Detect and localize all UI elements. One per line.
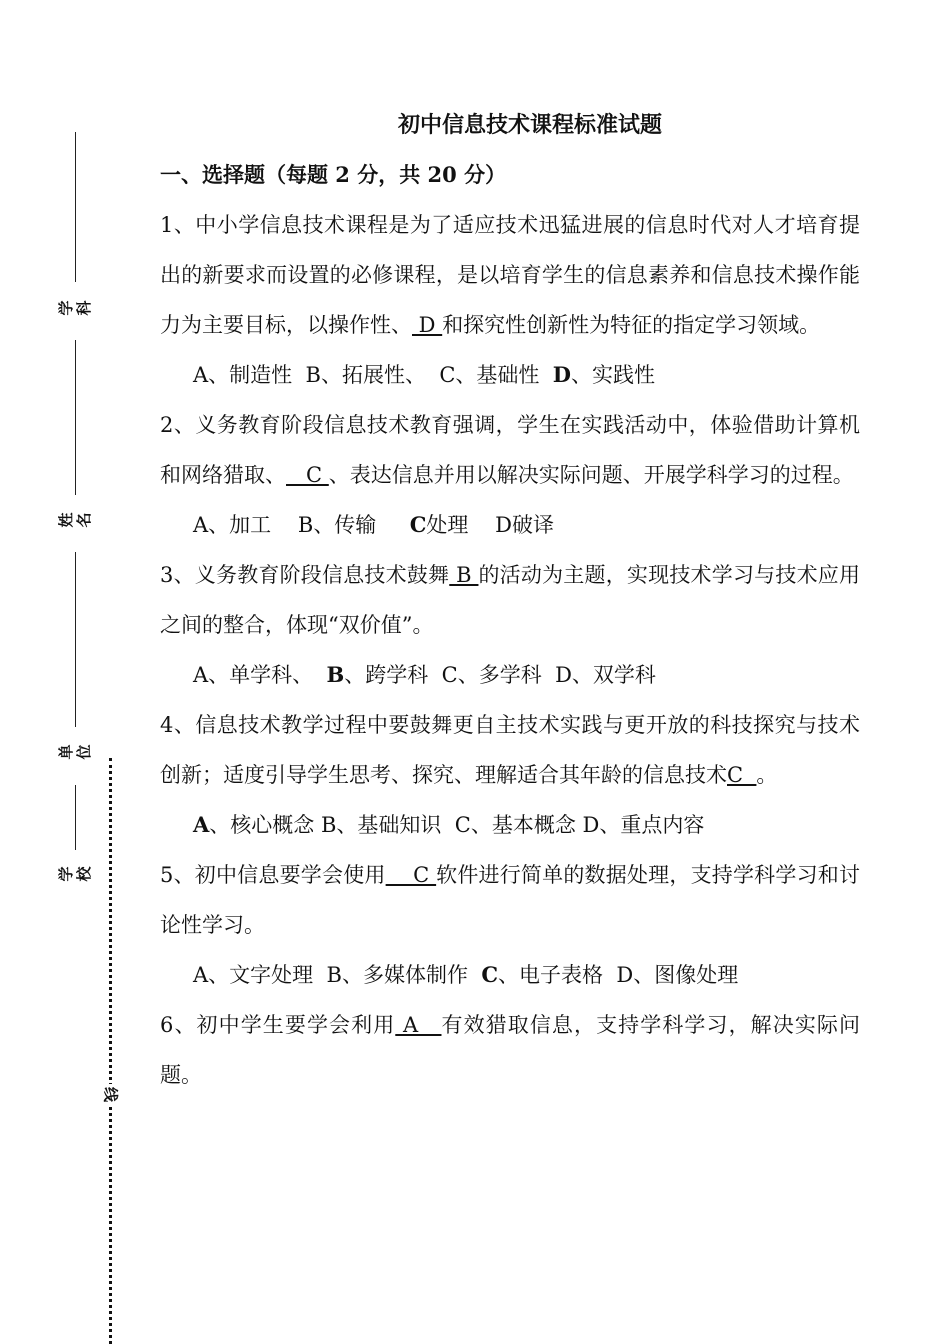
option-B	[327, 663, 442, 687]
page-title: 初中信息技术课程标准试题	[397, 112, 662, 138]
option-B	[306, 363, 440, 387]
binding-label-unit: 单 位	[62, 734, 88, 778]
question-text-tail: 和探究性创新性为特征的指定学习领域。	[442, 313, 821, 337]
answer-blank: A	[395, 1013, 442, 1037]
question-2	[160, 400, 860, 500]
option-letter: B	[320, 813, 337, 837]
cut-label: 线	[102, 1084, 120, 1105]
question-text-tail: 。	[756, 763, 778, 787]
option-A	[193, 513, 298, 537]
option-C	[442, 663, 555, 687]
option-text: 、双学科	[571, 663, 656, 687]
option-text: 、重点内容	[599, 813, 705, 837]
question-text: 1、中小学信息技术课程是为了适应技术迅猛进展的信息时代对人才培育提出的新要求而设置的必修课程，是以培育学生的信息素养和信息技术操作能力为主要目标，以操作性、	[160, 213, 860, 337]
question-3	[160, 550, 860, 650]
cut-dotted-line	[109, 758, 112, 1344]
option-text: 破译	[511, 513, 554, 537]
options-row	[160, 350, 860, 400]
option-D	[555, 663, 656, 687]
option-C	[439, 363, 552, 387]
option-A	[193, 363, 306, 387]
option-letter: C	[439, 363, 456, 387]
option-text: 、跨学科	[344, 663, 442, 687]
question-text-tail: 、表达信息并用以解决实际问题、开展学科学习的过程。	[328, 463, 854, 487]
question-text: 3、义务教育阶段信息技术鼓舞	[160, 563, 450, 587]
option-text: 、传输	[313, 513, 410, 537]
option-C	[410, 513, 495, 537]
option-D	[495, 513, 554, 537]
option-text: 、多媒体制作	[341, 963, 482, 987]
option-text: 处理	[426, 513, 496, 537]
option-C	[455, 813, 583, 837]
option-D	[553, 363, 655, 387]
option-text: 、电子表格	[498, 963, 617, 987]
question-text: 6、初中学生要学会利用	[160, 1013, 396, 1037]
option-D	[583, 813, 705, 837]
question-5	[160, 850, 860, 950]
section-heading: 一、选择题（每题 2 分，共 20 分）	[160, 162, 507, 187]
options-row	[160, 800, 860, 850]
question-text: 4、信息技术教学过程中要鼓舞更自主技术实践与更开放的科技探究与技术创新；适度引导学生思考、探究、理解适合其年龄的信息技术	[160, 713, 860, 787]
answer-blank: B	[449, 563, 479, 587]
option-text: 、制造性	[208, 363, 306, 387]
binding-label-school: 学校	[62, 856, 88, 900]
option-letter: C	[481, 962, 499, 987]
options-row	[160, 950, 860, 1000]
option-letter: B	[305, 363, 321, 387]
question-text: 5、初中信息要学会使用	[160, 863, 386, 887]
option-letter: A	[193, 513, 209, 537]
question-text-tail: 的活动为主题，实现技术学习与技术应用之间的整合，体现“双价值”。	[160, 563, 860, 637]
exam-content	[160, 100, 860, 1100]
question-1	[160, 200, 860, 350]
question-4	[160, 700, 860, 800]
question-6	[160, 1000, 860, 1100]
option-A	[193, 663, 327, 687]
option-letter: A	[193, 363, 209, 387]
options-row	[160, 650, 860, 700]
option-B	[327, 963, 482, 987]
option-letter: D	[552, 362, 571, 387]
option-C	[481, 963, 616, 987]
binding-line-upper	[75, 132, 76, 282]
option-letter: D	[616, 963, 634, 987]
option-B	[321, 813, 455, 837]
binding-line-2	[75, 340, 76, 495]
question-text-tail: 软件进行简单的数据处理，支持学科学习和讨论性学习。	[160, 863, 861, 937]
binding-label-name: 姓 名	[62, 502, 88, 546]
option-letter: C	[454, 813, 471, 837]
option-letter: B	[297, 513, 314, 537]
option-text: 、实践性	[570, 363, 655, 387]
option-text: 、基本概念	[470, 813, 583, 837]
option-letter: A	[193, 963, 209, 987]
option-letter: B	[326, 662, 345, 687]
question-list	[160, 200, 860, 1100]
option-letter: D	[555, 663, 572, 687]
option-A	[193, 963, 327, 987]
answer-blank: C	[286, 463, 329, 487]
option-letter: A	[193, 812, 210, 837]
option-text: 、多学科	[457, 663, 556, 687]
option-B	[298, 513, 410, 537]
option-text: 、基础知识	[336, 813, 455, 837]
question-text-tail: 有效猎取信息，支持学科学习，解决实际问题。	[160, 1013, 860, 1087]
option-D	[616, 963, 738, 987]
option-text: 、文字处理	[208, 963, 327, 987]
option-text: 、核心概念	[209, 813, 321, 837]
option-letter: A	[193, 663, 209, 687]
answer-blank: C	[385, 863, 437, 887]
option-letter: D	[582, 813, 600, 837]
option-letter: B	[326, 963, 342, 987]
options-row	[160, 500, 860, 550]
option-A	[193, 813, 321, 837]
option-text: 、加工	[208, 513, 298, 537]
binding-line-3	[75, 552, 76, 727]
option-text: 、拓展性、	[320, 363, 440, 387]
answer-blank: D	[412, 313, 443, 337]
binding-label-subject: 学 科	[62, 290, 88, 334]
option-text: 、基础性	[455, 363, 553, 387]
option-letter: D	[495, 513, 512, 537]
binding-line-4	[75, 785, 76, 850]
option-text: 、单学科、	[208, 663, 327, 687]
question-text: 2、义务教育阶段信息技术教育强调，学生在实践活动中，体验借助计算机和网络猎取、	[160, 413, 860, 487]
answer-blank: C	[727, 763, 757, 787]
option-letter: C	[409, 512, 427, 537]
option-text: 、图像处理	[633, 963, 739, 987]
option-letter: C	[441, 663, 458, 687]
